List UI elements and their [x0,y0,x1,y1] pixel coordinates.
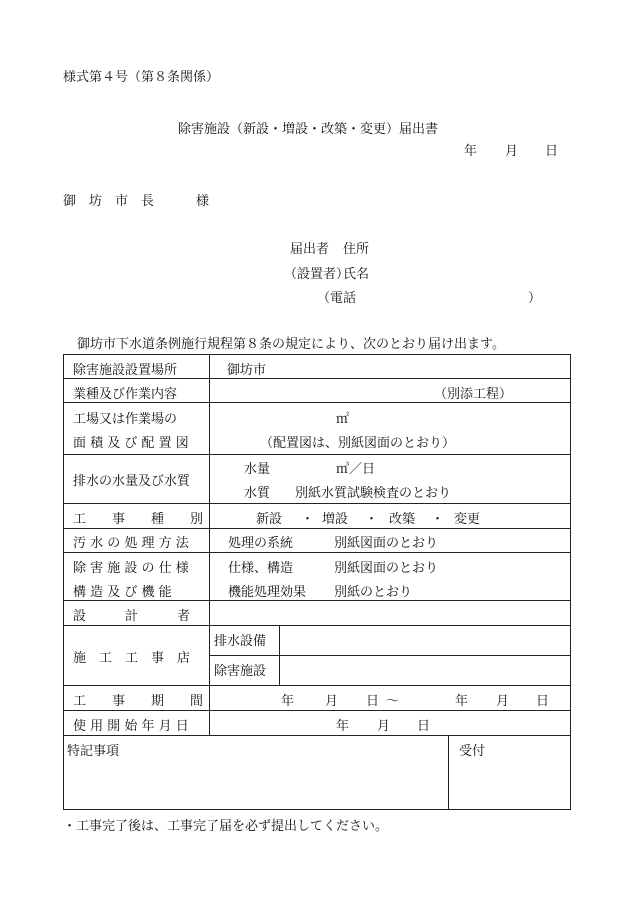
spec-value-1: 別紙図面のとおり [334,561,439,576]
drain-quantity-unit: ㎥／日 [336,462,376,477]
footnote: ・工事完了後は、工事完了届を必ず提出してください。 [63,819,389,834]
drain-quality-label: 水質 [244,486,271,501]
table-border-bottom [63,809,571,810]
intro-text: 御坊市下水道条例施行規程第８条の規定により、次のとおり届け出ます。 [77,337,505,352]
row-divider [63,600,571,601]
date-year: 年 [464,144,478,159]
label-receipt: 受付 [459,744,486,759]
row-divider [63,378,571,379]
table-border-right [570,354,571,810]
spec-key-2: 機能処理効果 [228,585,307,600]
treatment-system-key: 処理の系統 [228,536,294,551]
period-end-day: 日 [536,694,550,709]
period-tilde: ～ [386,694,400,709]
label-designer: 設 計 者 [73,609,191,624]
option-rebuild[interactable]: 改築 [389,512,416,527]
treatment-system-value: 別紙図面のとおり [334,536,439,551]
start-year: 年 [336,719,350,734]
row-divider [63,735,571,736]
spec-key-1: 仕様、構造 [228,561,294,576]
start-month: 月 [377,719,391,734]
label-treatment-method: 汚 水 の 処 理 方 法 [73,536,189,551]
row-divider [63,402,571,403]
value-location[interactable]: 御坊市 [227,363,267,378]
label-contractor: 施 工 工 事 店 [73,651,191,666]
period-start-month: 月 [325,694,339,709]
label-special-notes: 特記事項 [67,744,120,759]
label-location: 除害施設設置場所 [73,363,178,378]
applicant-role: 届出者 [290,242,330,257]
value-business[interactable]: （別添工程） [434,387,513,402]
contractor-drainage-label: 排水設備 [214,634,267,649]
option-new[interactable]: 新設 [256,512,283,527]
receipt-column-divider [448,735,449,809]
option-expand[interactable]: 増設 [322,512,349,527]
row-divider [63,503,571,504]
drain-quantity-label: 水量 [244,462,271,477]
option-separator: ・ [365,512,379,527]
table-border-left [63,354,64,810]
form-number: 様式第４号（第８条関係） [63,70,220,85]
row-divider [63,625,571,626]
label-business: 業種及び作業内容 [73,387,178,402]
option-separator: ・ [431,512,445,527]
application-table [63,354,571,810]
applicant-name-label: 氏名 [343,267,370,282]
date-day: 日 [545,144,559,159]
label-construction-type: 工 事 種 別 [73,512,204,527]
addressee-honorific: 様 [196,194,210,209]
contractor-sub-column-divider [279,625,280,685]
installer-role: （設置者） [284,267,350,282]
row-divider [63,710,571,711]
addressee-name: 御 坊 市 長 [63,194,155,209]
label-period: 工 事 期 間 [73,694,204,709]
period-start-day: 日 [366,694,380,709]
spec-value-2: 別紙のとおり [334,585,413,600]
label-column-divider [209,354,210,735]
contractor-sub-divider [209,655,571,656]
date-month: 月 [505,144,519,159]
phone-close: ） [528,291,542,306]
label-drainage: 排水の水量及び水質 [73,474,191,489]
label-area-1: 工場又は作業場の [73,412,178,427]
phone-label: （電話 [317,291,357,306]
row-divider [63,454,571,455]
period-start-year: 年 [281,694,295,709]
row-divider [63,528,571,529]
label-spec-1: 除 害 施 設 の 仕 様 [73,561,189,576]
applicant-address-label: 住所 [343,242,370,257]
option-change[interactable]: 変更 [454,512,481,527]
area-note: （配置図は、別紙図面のとおり） [260,436,456,451]
period-end-month: 月 [496,694,510,709]
contractor-facility-label: 除害施設 [214,664,267,679]
table-border-top [63,354,571,355]
row-divider [63,685,571,686]
form-title: 除害施設（新設・増設・改築・変更）届出書 [178,122,439,137]
drain-quality-value: 別紙水質試験検査のとおり [295,486,452,501]
option-separator: ・ [301,512,315,527]
label-area-2: 面 積 及 び 配 置 図 [73,436,189,451]
start-day: 日 [417,719,431,734]
label-spec-2: 構 造 及 び 機 能 [73,585,172,600]
label-start-date: 使 用 開 始 年 月 日 [73,719,189,734]
area-unit: ㎡ [336,412,350,427]
row-divider [63,552,571,553]
period-end-year: 年 [455,694,469,709]
